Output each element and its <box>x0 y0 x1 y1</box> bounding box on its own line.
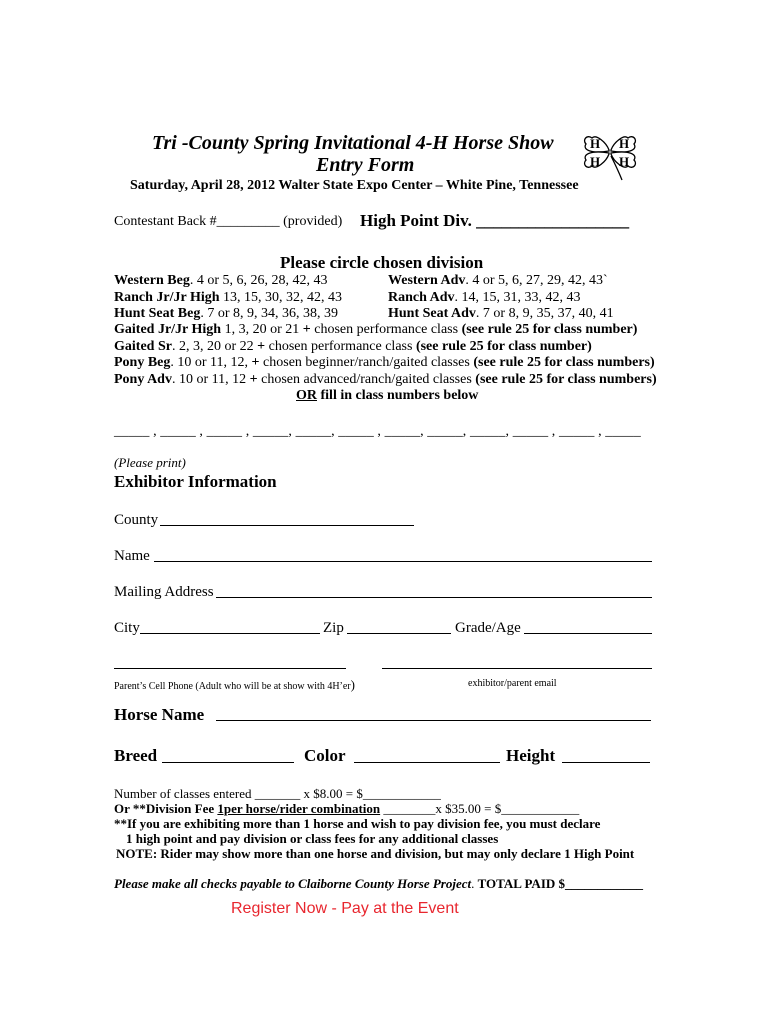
parent-phone-label: Parent’s Cell Phone (Adult who will be at show with 4H’er) <box>114 677 355 692</box>
mailing-address-field[interactable] <box>216 597 652 598</box>
parent-phone-field[interactable] <box>114 668 346 669</box>
county-label: County <box>114 512 159 528</box>
horse-name-field[interactable] <box>216 720 651 721</box>
register-now-text: Register Now - Pay at the Event <box>231 900 459 917</box>
division-item: Gaited Jr/Jr High 1, 3, 20 or 21 + chosen performance class (see rule 25 for class number) <box>114 322 638 337</box>
horse-name-label: Horse Name <box>114 705 205 724</box>
class-number-blanks[interactable]: _____ , _____ , _____ , _____, _____, _____ , _____, _____, _____, _____ , _____ , _____ <box>114 424 641 439</box>
name-field[interactable] <box>154 561 652 562</box>
form-subtitle: Entry Form <box>316 154 415 176</box>
logo-letter: H <box>590 136 601 151</box>
color-field[interactable] <box>354 762 500 763</box>
city-field[interactable] <box>140 633 320 634</box>
high-point-div-label: High Point Div. __________________ <box>360 211 630 230</box>
checks-payable-line: Please make all checks payable to Claiborne County Horse Project. TOTAL PAID $____________ <box>114 876 644 891</box>
height-label: Height <box>506 746 556 765</box>
division-list-full <box>114 322 657 388</box>
email-label: exhibitor/parent email <box>468 678 557 689</box>
please-print-note: (Please print) <box>114 455 186 470</box>
mailing-address-label: Mailing Address <box>114 584 214 600</box>
division-item: Hunt Seat Adv. 7 or 8, 9, 35, 37, 40, 41 <box>388 306 614 321</box>
fee-note-2: 1 high point and pay division or class fees for any additional classes <box>126 831 499 846</box>
division-item: Western Adv. 4 or 5, 6, 27, 29, 42, 43` <box>388 273 608 288</box>
grade-age-field[interactable] <box>524 633 652 634</box>
city-label: City <box>114 620 140 636</box>
division-item: Pony Adv. 10 or 11, 12 + chosen advanced/ranch/gaited classes (see rule 25 for class numbers) <box>114 371 657 387</box>
division-item: Pony Beg. 10 or 11, 12, + chosen beginner/ranch/gaited classes (see rule 25 for class numbers) <box>114 355 655 370</box>
division-list-right <box>388 273 614 323</box>
division-item: Ranch Adv. 14, 15, 31, 33, 42, 43 <box>388 289 581 305</box>
breed-label: Breed <box>114 746 158 765</box>
division-fee-line: Or **Division Fee 1per horse/rider combination ________x $35.00 = $____________ <box>114 801 580 816</box>
event-date-location: Saturday, April 28, 2012 Walter State Expo Center – White Pine, Tennessee <box>130 178 579 193</box>
or-fill-in-instruction: OR fill in class numbers below <box>296 388 479 403</box>
fee-note-1: **If you are exhibiting more than 1 horse and wish to pay division fee, you must declare <box>114 816 601 831</box>
division-item: Ranch Jr/Jr High 13, 15, 30, 32, 42, 43 <box>114 289 343 305</box>
name-label: Name <box>114 548 150 564</box>
form-title: Tri -County Spring Invitational 4-H Horse Show <box>152 132 554 154</box>
exhibitor-heading: Exhibitor Information <box>114 472 277 491</box>
logo-letter: H <box>590 154 601 169</box>
division-item: Western Beg. 4 or 5, 6, 26, 28, 42, 43 <box>114 273 328 288</box>
logo-letter: H <box>619 136 630 151</box>
zip-field[interactable] <box>347 633 451 634</box>
division-list-left <box>114 273 342 323</box>
division-item: Hunt Seat Beg. 7 or 8, 9, 34, 36, 38, 39 <box>114 306 339 321</box>
division-heading: Please circle chosen division <box>280 253 484 272</box>
zip-label: Zip <box>323 620 344 636</box>
four-h-clover-logo <box>578 120 642 184</box>
county-field[interactable] <box>160 525 414 526</box>
rider-note: NOTE: Rider may show more than one horse and division, but may only declare 1 High Point <box>116 846 635 861</box>
color-label: Color <box>304 746 346 765</box>
classes-fee-line: Number of classes entered _______ x $8.00 = $____________ <box>114 786 441 801</box>
breed-field[interactable] <box>162 762 294 763</box>
division-item: Gaited Sr. 2, 3, 20 or 22 + chosen performance class (see rule 25 for class number) <box>114 338 592 354</box>
email-field[interactable] <box>382 668 652 669</box>
contestant-back-label: Contestant Back #_________ (provided) <box>114 214 343 229</box>
grade-age-label: Grade/Age <box>455 620 521 636</box>
logo-letter: H <box>619 154 630 169</box>
height-field[interactable] <box>562 762 650 763</box>
